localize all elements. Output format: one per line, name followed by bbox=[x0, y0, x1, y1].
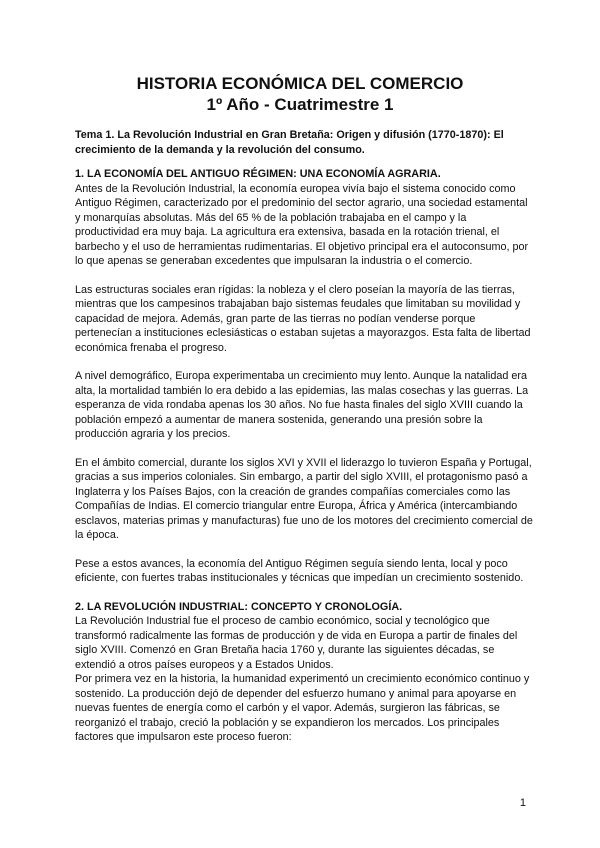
paragraph: Las estructuras sociales eran rígidas: la nobleza y el clero poseían la mayoría de las tierras, mientras que los campesinos trabajaban bajo sistemas feudales que limitaban su movilidad y capacidad de mejora. Además, gran parte de las tierras no podían venderse porque pertenecían a instituciones eclesiásticas o estaban sujetas a mayorazgos. Esta falta de libertad económica frenaba el progreso. bbox=[75, 283, 531, 354]
body-text bbox=[75, 167, 533, 745]
paragraph: Antes de la Revolución Industrial, la economía europea vivía bajo el sistema conocido como Antiguo Régimen, caracterizado por el predominio del sector agrario, una sociedad estamental y monarquías absolutas. Más del 65 % de la población trabajaba en el campo y la productividad era muy baja. La agricultura era extensiva, basada en la rotación trienal, el barbecho y el uso de herramientas rudimentarias. El objetivo principal era el autoconsumo, por lo que apenas se generaban excedentes que impulsaran la industria o el comercio. bbox=[75, 182, 529, 267]
paragraph: Por primera vez en la historia, la humanidad experimentó un crecimiento económico continuo y sostenido. La producción dejó de depender del esfuerzo humano y animal para apoyarse en nuevas fuentes de energía como el carbón y el vapor. Además, surgieron las fábricas, se reorganizó el trabajo, creció la población y se expandieron los mercados. Los principales factores que impulsaron este proceso fueron: bbox=[75, 673, 530, 743]
document-subtitle: 1º Año - Cuatrimestre 1 bbox=[206, 95, 394, 114]
paragraph: A nivel demográfico, Europa experimentaba un crecimiento muy lento. Aunque la natalidad era alta, la mortalidad también lo era debido a las epidemias, las malas cosechas y las guerras. La esperanza de vida rondaba apenas los 30 años. No fue hasta finales del siglo XVIII cuando la población empezó a aumentar de manera sostenida, generando una presión sobre la producción agraria y los precios. bbox=[75, 370, 529, 440]
document-title: HISTORIA ECONÓMICA DEL COMERCIO bbox=[136, 74, 464, 93]
paragraph: La Revolución Industrial fue el proceso de cambio económico, social y tecnológico que transformó radicalmente las formas de producción y de vida en Europa a partir de finales del siglo XVIII. Comenzó en Gran Bretaña hacia 1760 y, durante las siguientes décadas, se extendió a otros países europeos y a Estados Unidos. bbox=[75, 615, 518, 671]
topic-heading: Tema 1. La Revolución Industrial en Gran Bretaña: Origen y difusión (1770-1870): El crecimiento de la demanda y la revolución del consumo. bbox=[75, 129, 504, 156]
section-heading-1: 1. LA ECONOMÍA DEL ANTIGUO RÉGIMEN: UNA ECONOMÍA AGRARIA. bbox=[75, 168, 441, 180]
page-number: 1 bbox=[519, 797, 526, 809]
paragraph: En el ámbito comercial, durante los siglos XVI y XVII el liderazgo lo tuvieron España y Portugal, gracias a sus imperios coloniales. Sin embargo, a partir del siglo XVIII, el protagonismo pasó a Inglaterra y los Países Bajos, con la creación de grandes compañías comerciales como las Compañías de Indias. El comercio triangular entre Europa, África y América (intercambiando esclavos, materias primas y manufacturas) fue uno de los motores del crecimiento comercial de la época. bbox=[75, 456, 533, 541]
paragraph: Pese a estos avances, la economía del Antiguo Régimen seguía siendo lenta, local y poco eficiente, con fuertes trabas institucionales y técnicas que impedían un crecimiento sostenido. bbox=[75, 557, 524, 584]
section-heading-2: 2. LA REVOLUCIÓN INDUSTRIAL: CONCEPTO Y CRONOLOGÍA. bbox=[75, 600, 403, 613]
